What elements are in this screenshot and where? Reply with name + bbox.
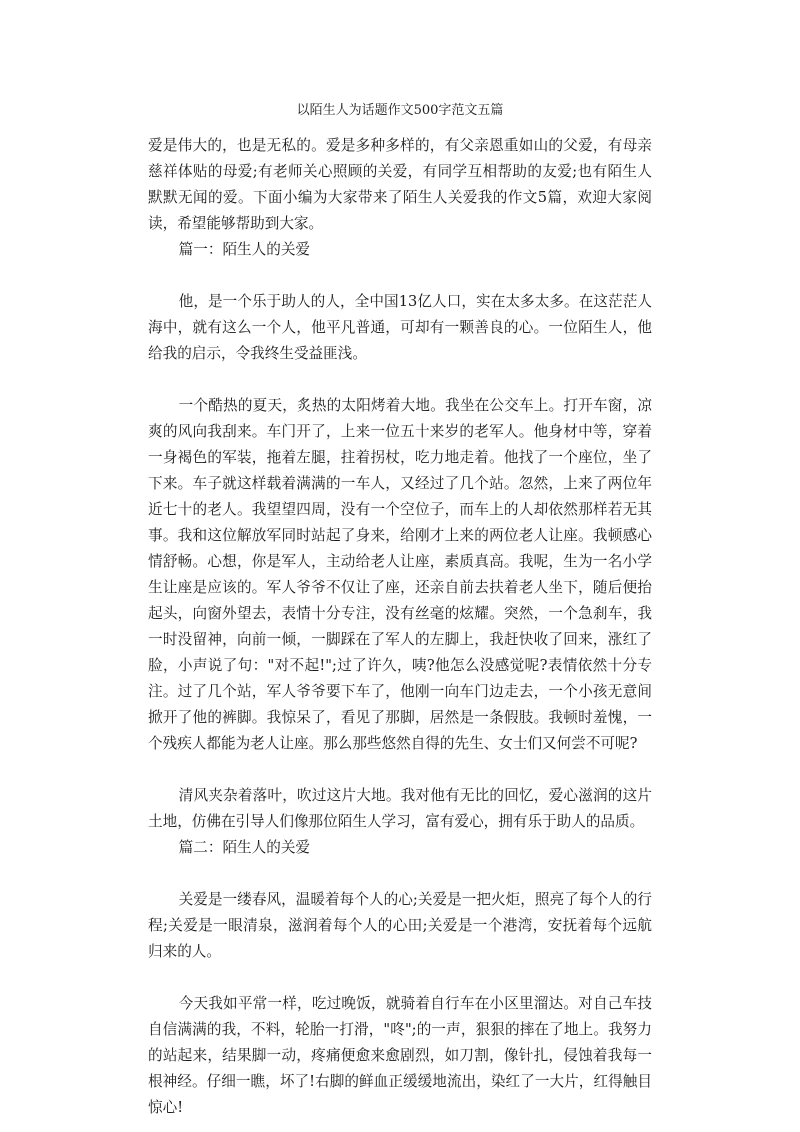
- document-title: 以陌生人为话题作文500字范文五篇: [296, 103, 504, 118]
- section-2-paragraph-1: 关爱是一缕春风，温暖着每个人的心;关爱是一把火炬，照亮了每个人的行程;关爱是一眼清泉，滋润着每个人的心田;关爱是一个港湾，安抚着每个远航归来的人。: [148, 891, 652, 960]
- section-2-heading: 篇二：陌生人的关爱: [178, 839, 311, 856]
- section-1-paragraph-3: 清风夹杂着落叶，吹过这片大地。我对他有无比的回忆，爱心滋润的这片土地，仿佛在引导人们像那位陌生人学习，富有爱心，拥有乐于助人的品质。: [148, 787, 652, 830]
- intro-paragraph: 爱是伟大的，也是无私的。爱是多种多样的，有父亲恩重如山的父爱，有母亲慈祥体贴的母爱;有老师关心照顾的关爱，有同学互相帮助的友爱;也有陌生人默默无闻的爱。下面小编为大家带来了陌生人关爱我的作文5篇，欢迎大家阅读，希望能够帮助到大家。: [148, 137, 652, 232]
- section-1-heading: 篇一：陌生人的关爱: [178, 241, 311, 258]
- document-body: [148, 133, 652, 1121]
- section-1-paragraph-1: 他，是一个乐于助人的人，全中国13亿人口，实在太多太多。在这茫茫人海中，就有这么一个人，他平凡普通，可却有一颗善良的心。一位陌生人，他给我的启示，令我终生受益匪浅。: [148, 293, 652, 362]
- section-2-paragraph-2: 今天我如平常一样，吃过晚饭，就骑着自行车在小区里溜达。对自己车技自信满满的我，不料，轮胎一打滑，"咚";的一声，狠狠的摔在了地上。我努力的站起来，结果脚一动，疼痛便愈来愈剧烈，如刀割，像针扎，侵蚀着我每一根神经。仔细一瞧，坏了!右脚的鲜血正缓缓地流出，染红了一大片，红得触目惊心!: [148, 995, 652, 1116]
- section-1-paragraph-2: 一个酷热的夏天，炙热的太阳烤着大地。我坐在公交车上。打开车窗，凉爽的风向我刮来。车门开了，上来一位五十来岁的老军人。他身材中等，穿着一身褐色的军装，拖着左腿，拄着拐杖，吃力地走着。他找了一个座位，坐了下来。车子就这样载着满满的一车人，又经过了几个站。忽然，上来了两位年近七十的老人。我望望四周，没有一个空位子，而车上的人却依然那样若无其事。我和这位解放军同时站起了身来，给刚才上来的两位老人让座。我顿感心情舒畅。心想，你是军人，主动给老人让座，素质真高。我呢，生为一名小学生让座是应该的。军人爷爷不仅让了座，还亲自前去扶着老人坐下，随后便抬起头，向窗外望去，表情十分专注，没有丝毫的炫耀。突然，一个急刹车，我一时没留神，向前一倾，一脚踩在了军人的左脚上，我赶快收了回来，涨红了脸，小声说了句："对不起!";过了许久，咦?他怎么没感觉呢?表情依然十分专注。过了几个站，军人爷爷要下车了，他刚一向车门边走去，一个小孩无意间掀开了他的裤脚。我惊呆了，看见了那脚，居然是一条假肢。我顿时羞愧，一个残疾人都能为老人让座。那么那些悠然自得的先生、女士们又何尝不可呢?: [148, 397, 652, 752]
